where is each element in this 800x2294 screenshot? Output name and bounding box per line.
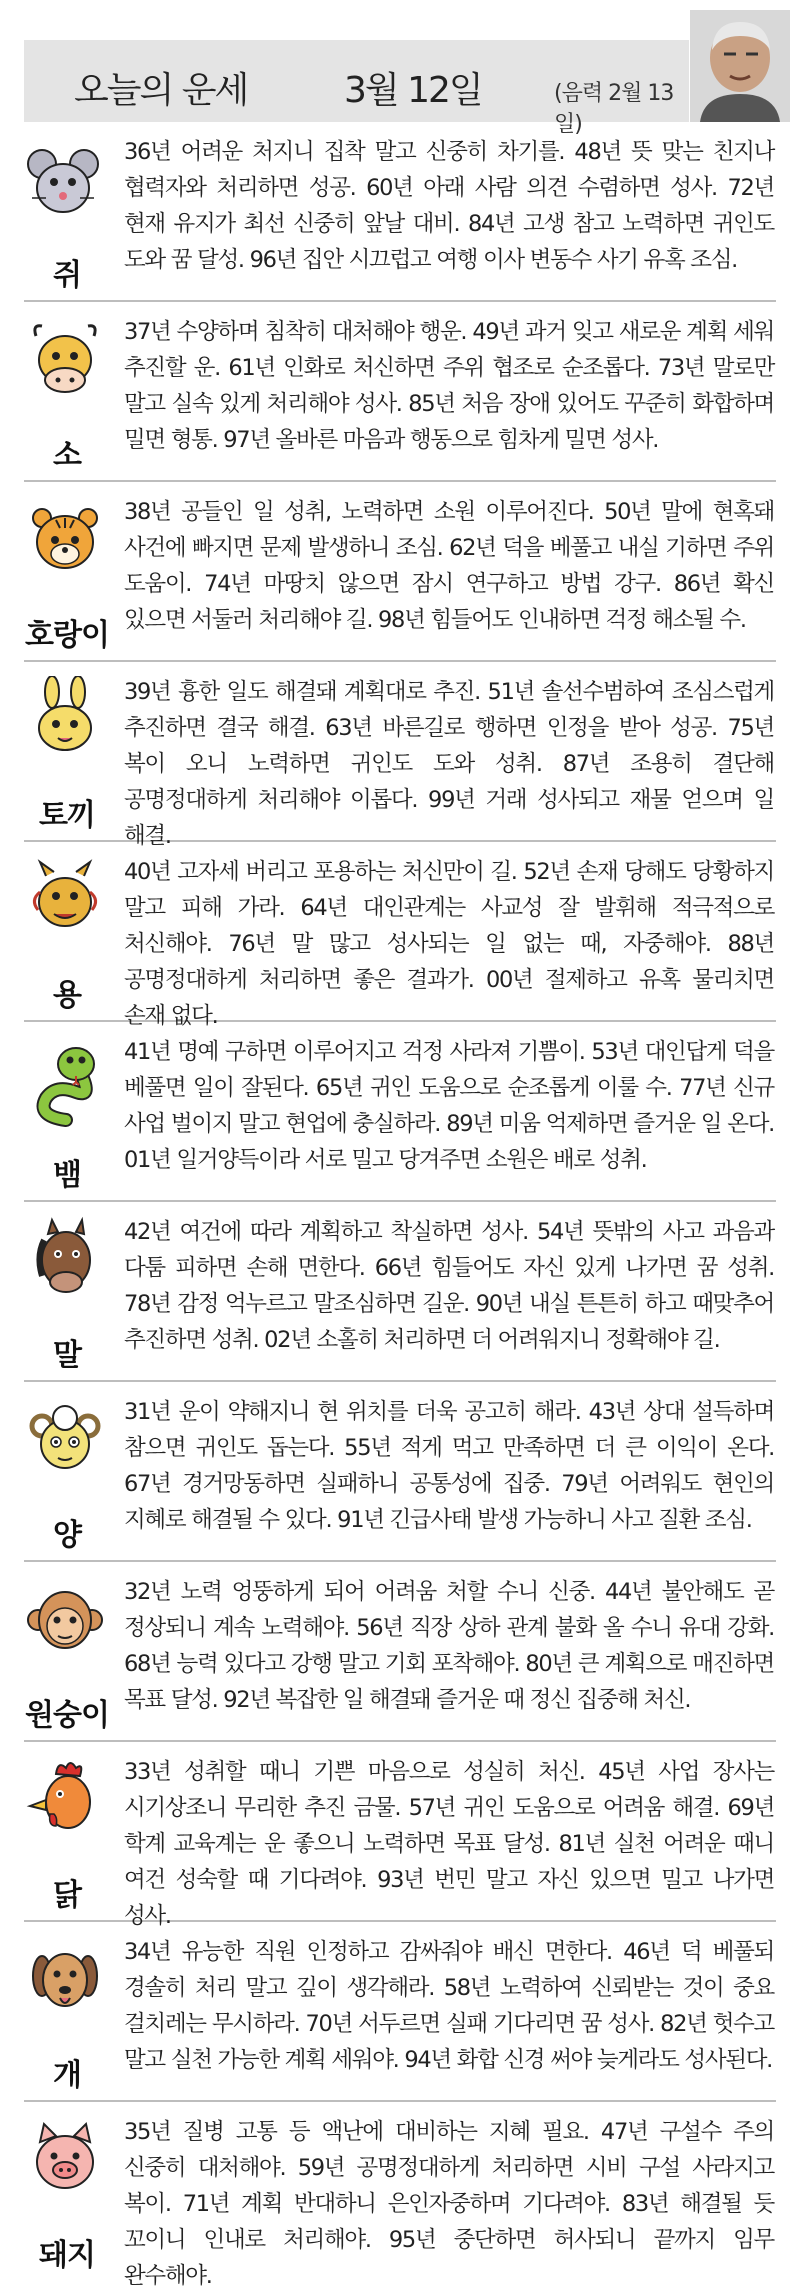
zodiac-name: 원숭이: [25, 1698, 109, 1733]
fortune-text: 31년 운이 약해지니 현 위치를 더욱 공고히 해라. 43년 상대 설득하며 참으면 귀인도 돕는다. 55년 적게 먹고 만족하면 더 큰 이익이 온다. 67년 경거망동하면 실패하니 공통성에 집중. 79년 어려워도 현인의 지혜로 해결될 수 있다. 91년 긴급사태 발생 가능하니 사고 질환 조심.: [124, 1399, 774, 1533]
zodiac-name: 닭: [53, 1878, 81, 1913]
zodiac-list: [24, 122, 776, 2289]
zodiac-animal-pig: [24, 2112, 104, 2273]
fortune-text: 39년 흉한 일도 해결돼 계획대로 추진. 51년 솔선수범하여 조심스럽게 추진하면 결국 해결. 63년 바른길로 행하면 인정을 받아 성공. 75년 복이 오니 노력하면 귀인도 도와 성취. 87년 조용히 결단해 공명정대하게 처리해야 이롭다. 99년 거래 성사되고 재물 얻으며 일 해결.: [124, 679, 774, 849]
snake-icon: [26, 1036, 104, 1136]
dog-icon: [26, 1936, 104, 2036]
page-date: 3월 12일: [344, 70, 482, 111]
zodiac-name: 양: [53, 1518, 81, 1553]
zodiac-name: 소: [53, 438, 81, 473]
zodiac-row-tiger: [24, 482, 776, 662]
rabbit-icon: [26, 676, 104, 776]
zodiac-row-horse: [24, 1202, 776, 1382]
fortune-text: 33년 성취할 때니 기쁜 마음으로 성실히 처신. 45년 사업 장사는 시기상조니 무리한 추진 금물. 57년 귀인 도움으로 어려움 해결. 69년 학계 교육계는 운 좋으니 노력하면 목표 달성. 81년 실천 어려운 때니 여건 성숙할 때 기다려야. 93년 번민 말고 자신 있으면 밀고 나가면 성사.: [124, 1759, 774, 1929]
zodiac-animal-horse: [24, 1212, 104, 1373]
zodiac-animal-dog: [24, 1932, 104, 2093]
fortune-text: 36년 어려운 처지니 집착 말고 신중히 차기를. 48년 뜻 맞는 친지나 협력자와 처리하면 성공. 60년 아래 사람 의견 수렴하면 성사. 72년 현재 유지가 최선 신중히 앞날 대비. 84년 고생 참고 노력하면 귀인도 도와 꿈 달성. 96년 집안 시끄럽고 여행 이사 변동수 사기 유혹 조심.: [124, 139, 774, 273]
zodiac-name: 뱀: [53, 1158, 81, 1193]
zodiac-animal-rat: [24, 132, 104, 293]
zodiac-animal-rooster: [24, 1752, 104, 1913]
zodiac-name: 돼지: [39, 2238, 95, 2273]
zodiac-name: 쥐: [53, 258, 81, 293]
pig-icon: [26, 2116, 104, 2216]
zodiac-row-dog: [24, 1922, 776, 2102]
page-title: 오늘의 운세: [74, 70, 248, 111]
rooster-icon: [26, 1756, 104, 1856]
zodiac-name: 토끼: [39, 798, 95, 833]
zodiac-animal-ox: [24, 312, 104, 473]
fortune-text: 38년 공들인 일 성취, 노력하면 소원 이루어진다. 50년 말에 현혹돼 사건에 빠지면 문제 발생하니 조심. 62년 덕을 베풀고 내실 기하면 주위 도움이. 74년 마땅치 않으면 잠시 연구하고 방법 강구. 86년 확신 있으면 서둘러 처리해야 길. 98년 힘들어도 인내하면 걱정 해소될 수.: [124, 499, 774, 633]
zodiac-row-dragon: [24, 842, 776, 1029]
zodiac-animal-snake: [24, 1032, 104, 1193]
zodiac-animal-sheep: [24, 1392, 104, 1553]
fortune-text: 41년 명예 구하면 이루어지고 걱정 사라져 기쁨이. 53년 대인답게 덕을 베풀면 일이 잘된다. 65년 귀인 도움으로 순조롭게 이룰 수. 77년 신규 사업 벌이지 말고 현업에 충실하라. 89년 미움 억제하면 즐거운 일 온다. 01년 일거양득이라 서로 밀고 당겨주면 소원은 배로 성취.: [124, 1039, 774, 1173]
dragon-icon: [26, 856, 104, 956]
lunar-date: (음력 2월 13일): [554, 81, 674, 137]
zodiac-name: 말: [53, 1338, 81, 1373]
fortune-text: 40년 고자세 버리고 포용하는 처신만이 길. 52년 손재 당해도 당황하지 말고 피해 가라. 64년 대인관계는 사교성 잘 발휘해 적극적으로 처신해야. 76년 말 많고 성사되는 일 없는 때, 자중해야. 88년 공명정대하게 처리하면 좋은 결과가. 00년 절제하고 유혹 물리치면 손재 없다.: [124, 859, 774, 1029]
fortune-text: 37년 수양하며 침착히 대처해야 행운. 49년 과거 잊고 새로운 계획 세워 추진할 운. 61년 인화로 처신하면 주위 협조로 순조롭다. 73년 말로만 말고 실속 있게 처리해야 성사. 85년 처음 장애 있어도 꾸준히 화합하며 밀면 형통. 97년 올바른 마음과 행동으로 힘차게 밀면 성사.: [124, 319, 774, 453]
tiger-icon: [26, 496, 104, 596]
zodiac-name: 용: [53, 978, 81, 1013]
ox-icon: [26, 316, 104, 416]
fortune-text: 35년 질병 고통 등 액난에 대비하는 지혜 필요. 47년 구설수 주의 신중히 대처해야. 59년 공명정대하게 처리하면 시비 구설 사라지고 복이. 71년 계획 반대하니 은인자중하며 기다려야. 83년 해결될 듯 꼬이니 인내로 처리해야. 95년 중단하면 허사되니 끝까지 임무 완수해야.: [124, 2119, 774, 2289]
zodiac-animal-rabbit: [24, 672, 104, 833]
zodiac-name: 개: [53, 2058, 81, 2093]
zodiac-animal-monkey: [24, 1572, 109, 1733]
zodiac-row-rooster: [24, 1742, 776, 1929]
zodiac-row-rabbit: [24, 662, 776, 849]
zodiac-row-sheep: [24, 1382, 776, 1562]
fortune-text: 34년 유능한 직원 인정하고 감싸줘야 배신 면한다. 46년 덕 베풀되 경솔히 처리 말고 깊이 생각해라. 58년 노력하여 신뢰받는 것이 중요 걸치레는 무시하라. 70년 서두르면 실패 기다리면 꿈 성사. 82년 헛수고 말고 실천 가능한 계획 세워야. 94년 화합 신경 써야 늦게라도 성사된다.: [124, 1939, 774, 2073]
zodiac-animal-dragon: [24, 852, 104, 1013]
zodiac-row-rat: [24, 122, 776, 302]
zodiac-animal-tiger: [24, 492, 109, 653]
header-banner: [24, 40, 689, 137]
columnist-portrait: [690, 10, 790, 122]
horse-icon: [26, 1216, 104, 1316]
monkey-icon: [26, 1576, 104, 1676]
zodiac-row-monkey: [24, 1562, 776, 1742]
rat-icon: [26, 136, 104, 236]
zodiac-row-snake: [24, 1022, 776, 1202]
zodiac-name: 호랑이: [25, 618, 109, 653]
zodiac-row-ox: [24, 302, 776, 482]
sheep-icon: [26, 1396, 104, 1496]
zodiac-row-pig: [24, 2102, 776, 2289]
fortune-text: 32년 노력 엉뚱하게 되어 어려움 처할 수니 신중. 44년 불안해도 곧 정상되니 계속 노력해야. 56년 직장 상하 관계 불화 올 수니 유대 강화. 68년 능력 있다고 강행 말고 기회 포착해야. 80년 큰 계획으로 매진하면 목표 달성. 92년 복잡한 일 해결돼 즐거운 때 정신 집중해 처신.: [124, 1579, 774, 1713]
fortune-text: 42년 여건에 따라 계획하고 착실하면 성사. 54년 뜻밖의 사고 과음과 다툼 피하면 손해 면한다. 66년 힘들어도 자신 있게 나가면 꿈 성취. 78년 감정 억누르고 말조심하면 길운. 90년 내실 튼튼히 하고 때맞추어 추진하면 성취. 02년 소홀히 처리하면 더 어려워지니 정확해야 길.: [124, 1219, 774, 1353]
